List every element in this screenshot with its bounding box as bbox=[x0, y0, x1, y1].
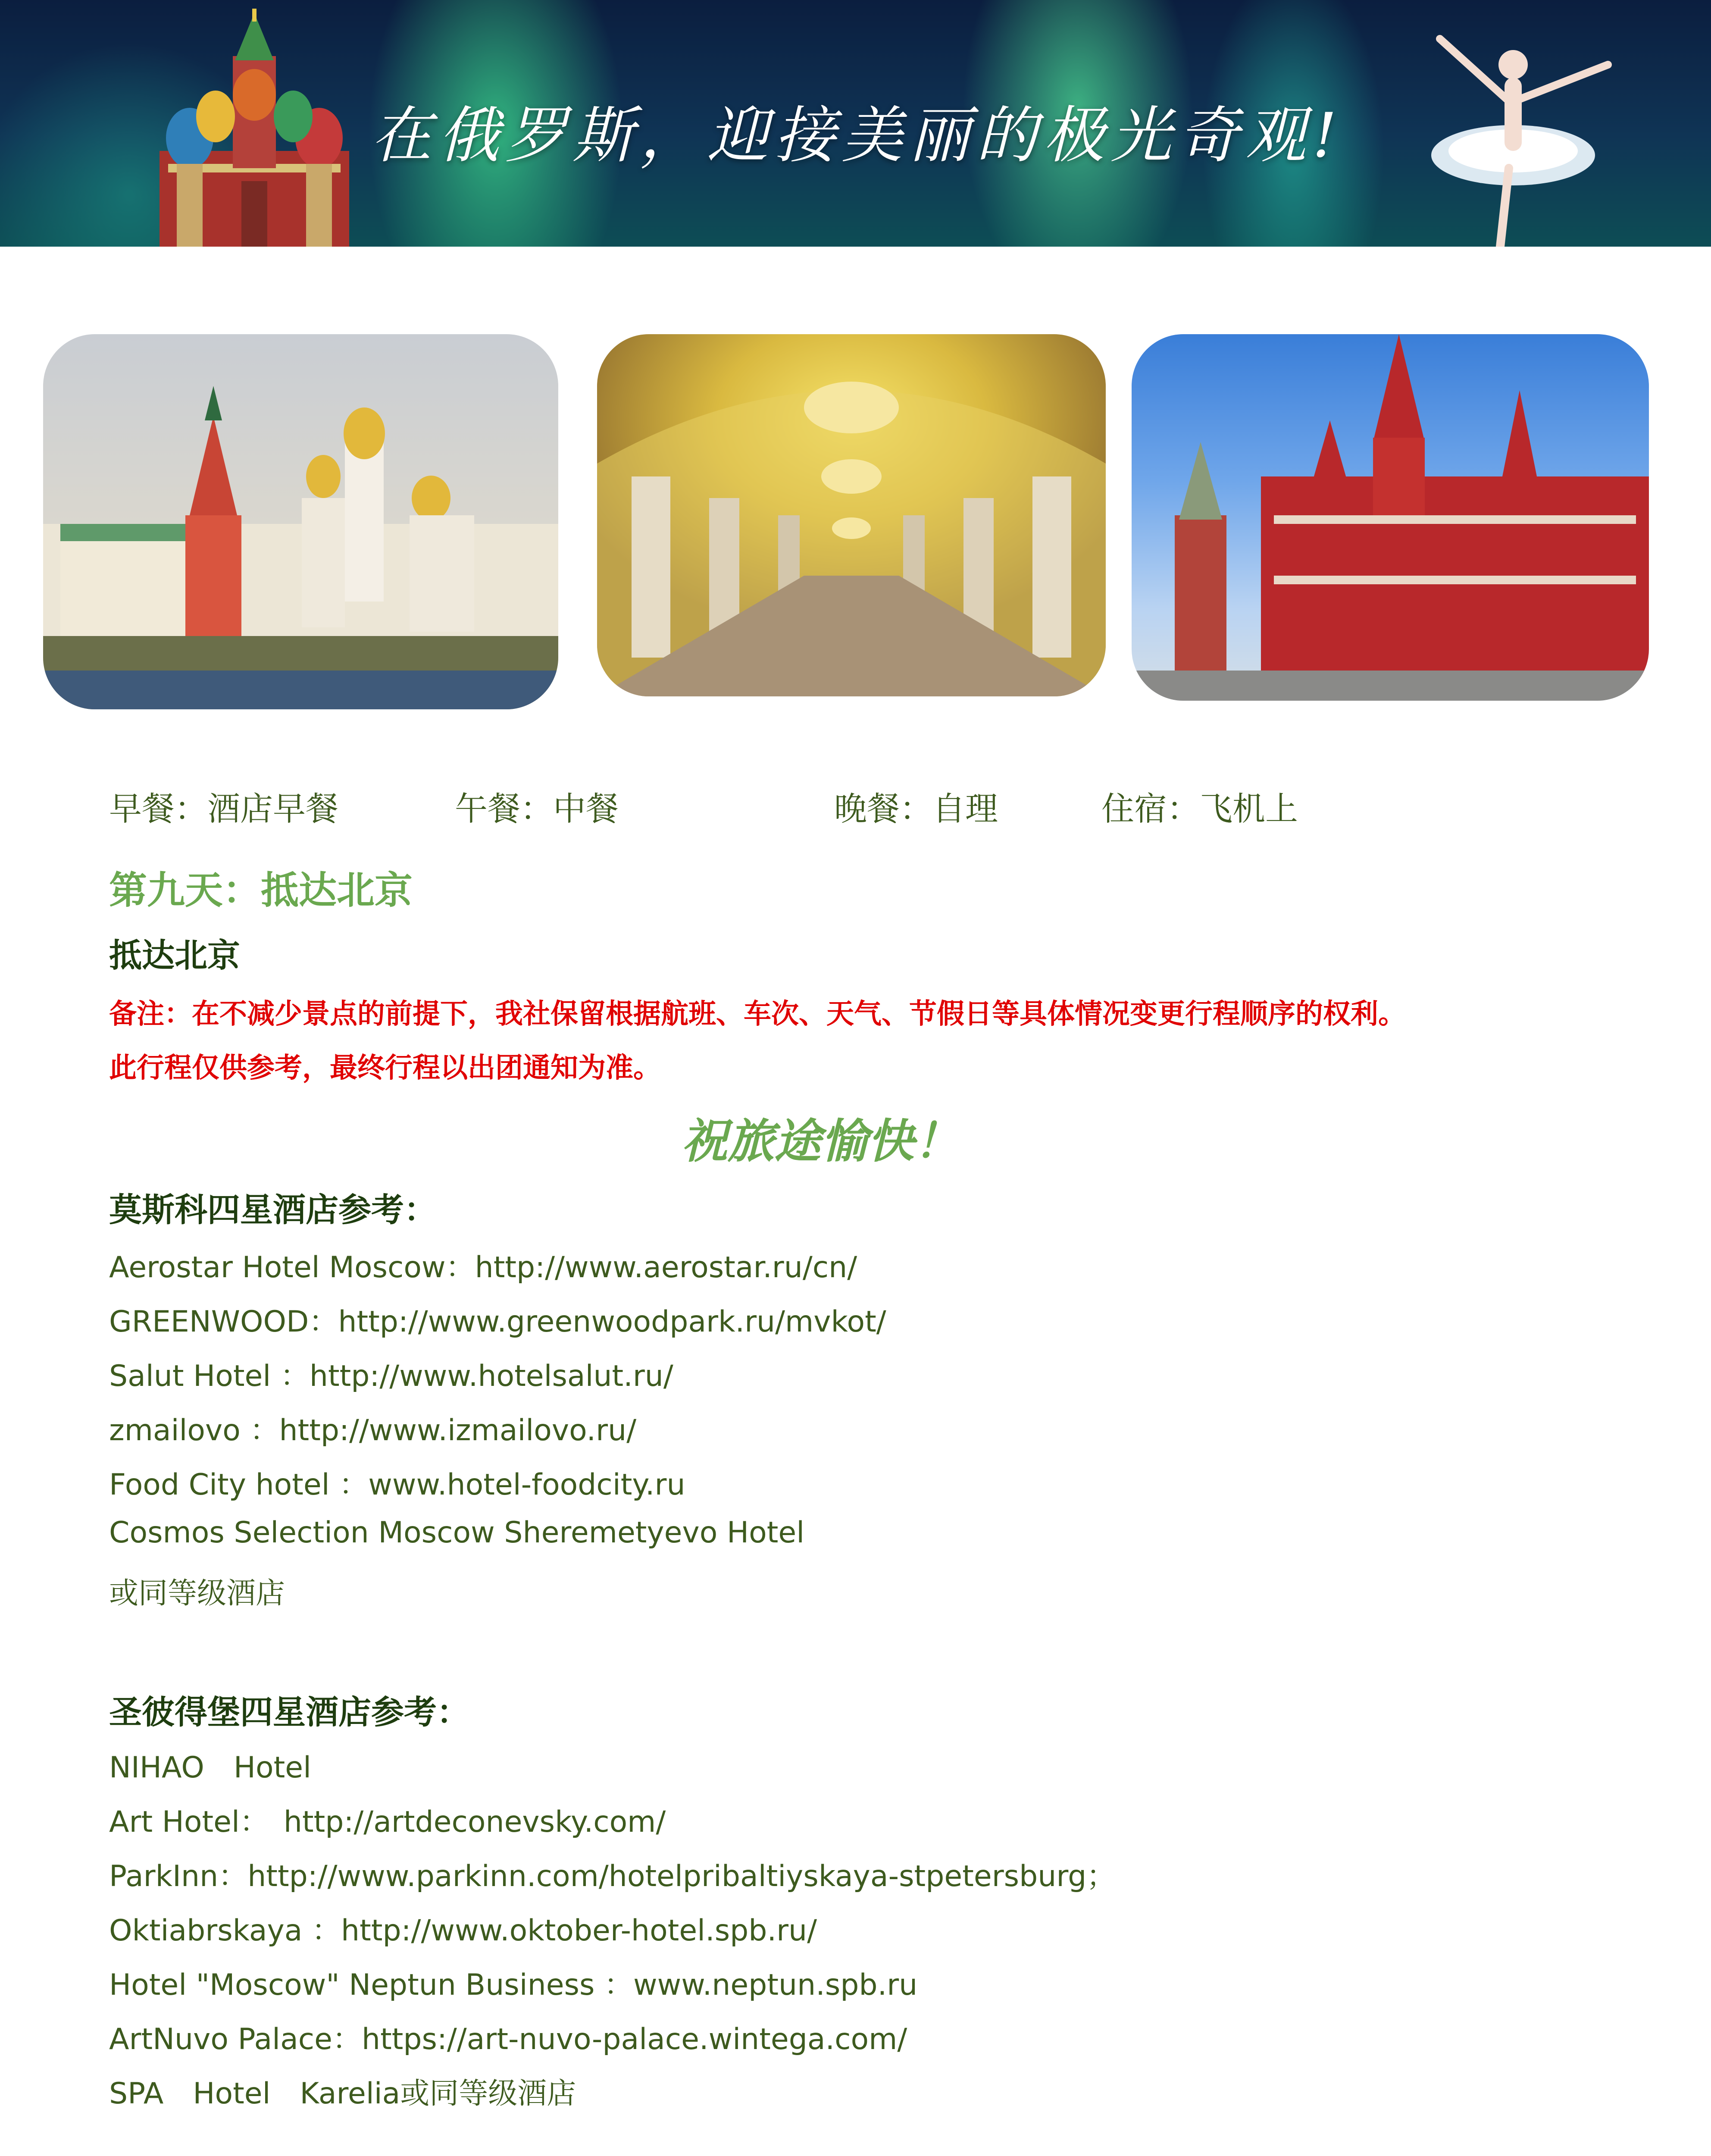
museum-scene bbox=[1132, 334, 1649, 701]
meal-breakfast: 早餐：酒店早餐 bbox=[109, 790, 338, 828]
banner-title: 在俄罗斯，迎接美丽的极光奇观! bbox=[371, 100, 1343, 171]
moscow-hotel-item: Aerostar Hotel Moscow：http://www.aerostar.ru/cn/ bbox=[109, 1250, 857, 1285]
ballerina-illustration bbox=[1414, 13, 1638, 247]
kremlin-scene bbox=[43, 334, 558, 709]
moscow-hotel-item: Cosmos Selection Moscow Sheremetyevo Hotel bbox=[109, 1516, 805, 1550]
day-subtitle: 抵达北京 bbox=[109, 936, 240, 975]
moscow-hotel-item: Salut Hotel ：http://www.hotelsalut.ru/ bbox=[109, 1359, 673, 1393]
day-title: 第九天：抵达北京 bbox=[109, 868, 413, 912]
spb-hotel-item: SPA Hotel Karelia或同等级酒店 bbox=[109, 2077, 576, 2111]
metro-scene bbox=[597, 334, 1106, 696]
spb-hotel-item: NIHAO Hotel bbox=[109, 1751, 312, 1785]
meal-lunch: 午餐：中餐 bbox=[455, 790, 619, 828]
moscow-hotel-item: GREENWOOD：http://www.greenwoodpark.ru/mvkot/ bbox=[109, 1305, 886, 1339]
spb-hotel-item: Art Hotel： http://artdeconevsky.com/ bbox=[109, 1805, 666, 1839]
spb-hotel-item: ArtNuvo Palace：https://art-nuvo-palace.wintega.com/ bbox=[109, 2022, 907, 2056]
moscow-hotel-item: 或同等级酒店 bbox=[109, 1576, 285, 1611]
state-historical-museum-photo bbox=[1132, 334, 1649, 701]
note-line-2: 此行程仅供参考，最终行程以出团通知为准。 bbox=[109, 1052, 661, 1084]
metro-station-photo bbox=[597, 334, 1106, 696]
spb-hotel-item: ParkInn：http://www.parkinn.com/hotelpribaltiyskaya-stpetersburg； bbox=[109, 1859, 1116, 1893]
moscow-hotels-heading: 莫斯科四星酒店参考： bbox=[109, 1191, 437, 1229]
moscow-hotel-item: Food City hotel ：www.hotel-foodcity.ru bbox=[109, 1468, 685, 1502]
spb-hotel-item: Oktiabrskaya ：http://www.oktober-hotel.spb.ru/ bbox=[109, 1914, 817, 1948]
note-line-1: 备注：在不减少景点的前提下，我社保留根据航班、车次、天气、节假日等具体情况变更行程顺序的权利。 bbox=[109, 998, 1406, 1030]
lodging: 住宿：飞机上 bbox=[1101, 790, 1298, 828]
header-banner bbox=[0, 0, 1711, 247]
spb-hotel-item: Hotel "Moscow" Neptun Business ：www.neptun.spb.ru bbox=[109, 1968, 918, 2002]
bon-voyage-message: 祝旅途愉快！ bbox=[681, 1115, 961, 1169]
spb-hotels-heading: 圣彼得堡四星酒店参考： bbox=[109, 1693, 469, 1731]
meal-dinner: 晚餐：自理 bbox=[834, 790, 998, 828]
kremlin-photo bbox=[43, 334, 558, 709]
st-basils-cathedral-illustration bbox=[142, 9, 366, 247]
moscow-hotel-item: zmailovo ：http://www.izmailovo.ru/ bbox=[109, 1413, 637, 1448]
